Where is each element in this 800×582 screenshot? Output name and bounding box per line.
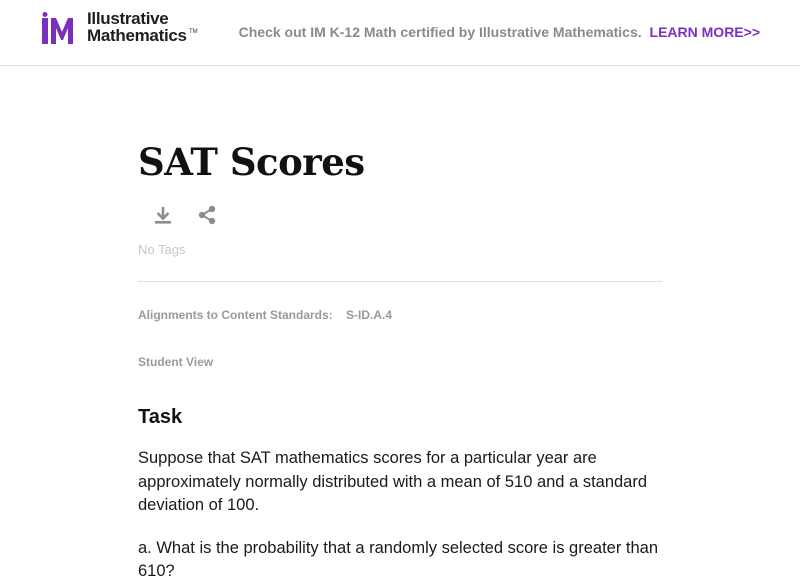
share-icon[interactable]	[196, 204, 218, 226]
im-logo-mark-icon	[41, 12, 81, 46]
task-heading: Task	[138, 406, 183, 428]
standard-link-s-id-a-4[interactable]: S-ID.A.4	[346, 308, 393, 322]
section-divider	[138, 281, 662, 282]
learn-more-link[interactable]: LEARN MORE>>	[649, 24, 760, 40]
logo-line-1: Illustrative	[87, 9, 169, 28]
logo-wordmark	[87, 10, 187, 44]
alignments-row	[138, 308, 662, 322]
im-logo[interactable]	[41, 10, 201, 48]
logo-line-2: Mathematics	[87, 26, 187, 45]
alignments-label: Alignments to Content Standards:	[138, 308, 333, 322]
promo-text: Check out IM K-12 Math certified by Illustrative Mathematics.	[238, 24, 642, 40]
main-content	[138, 66, 662, 582]
promo-banner	[239, 24, 760, 40]
task-question-a: a. What is the probability that a randomly selected score is greater than 610?	[138, 538, 659, 580]
student-view-link[interactable]: Student View	[138, 355, 214, 369]
logo-trademark: TM	[189, 29, 198, 35]
action-bar	[138, 204, 662, 228]
page-title: SAT Scores	[138, 140, 365, 184]
site-header	[0, 0, 800, 66]
tags-label: No Tags	[138, 242, 186, 257]
task-paragraph: Suppose that SAT mathematics scores for a particular year are approximately normally distributed with a mean of 510 and a standard deviation of 100.	[138, 449, 648, 514]
task-body	[138, 447, 662, 582]
download-icon[interactable]	[152, 204, 174, 226]
